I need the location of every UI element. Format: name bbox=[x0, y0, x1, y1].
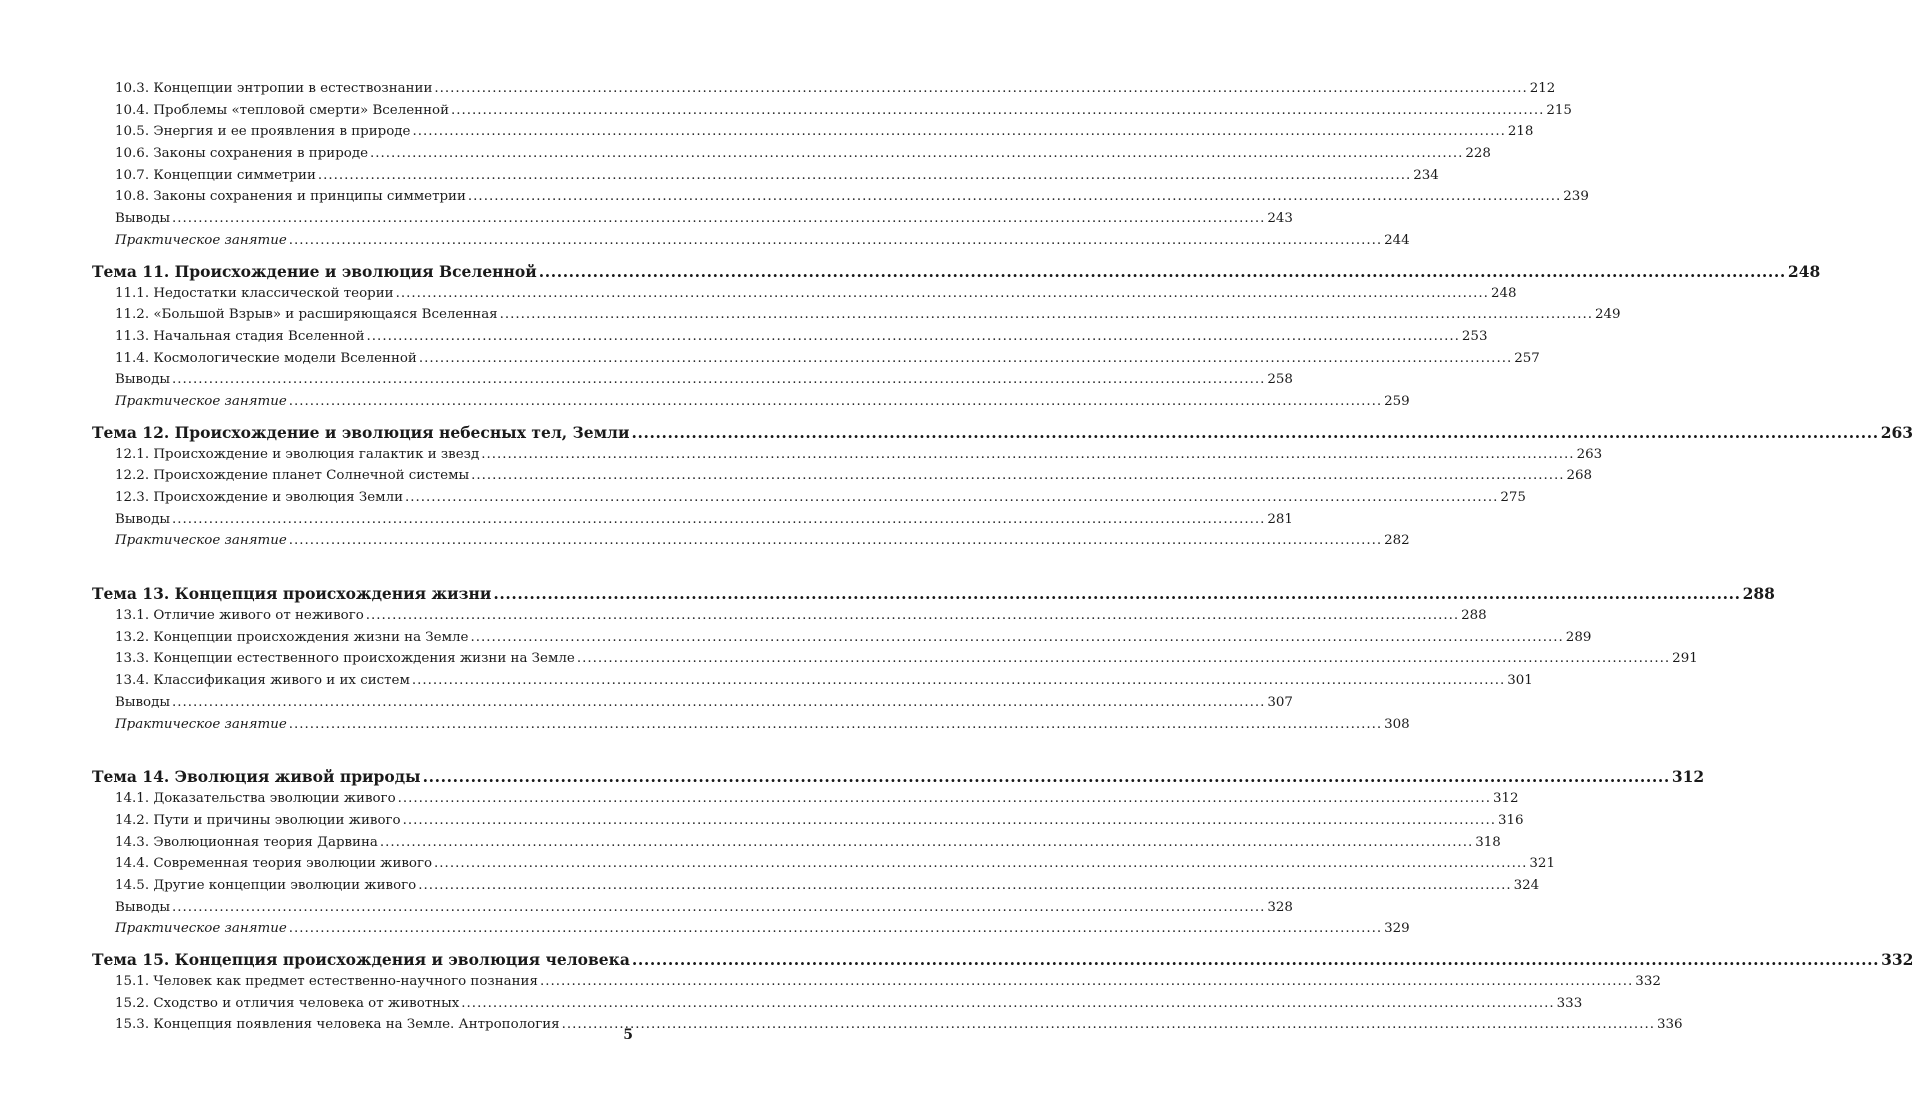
page-number: 5 bbox=[623, 1027, 633, 1043]
toc-entry[interactable] bbox=[92, 283, 1517, 305]
toc-entry-page: 268 bbox=[1566, 468, 1593, 484]
toc-entry-title: Выводы bbox=[115, 511, 171, 527]
toc-entry-title: 11.4. Космологические модели Вселенной bbox=[115, 350, 417, 366]
toc-entry[interactable] bbox=[92, 670, 1533, 692]
toc-leader-dots bbox=[366, 605, 1459, 627]
toc-entry-page: 218 bbox=[1507, 124, 1534, 140]
toc-leader-dots bbox=[289, 714, 1382, 736]
toc-entry-title: 15.2. Сходство и отличия человека от животных bbox=[115, 995, 460, 1011]
toc-entry[interactable] bbox=[92, 121, 1534, 143]
toc-entry-title: Тема 13. Концепция происхождения жизни bbox=[92, 584, 492, 604]
toc-leader-dots bbox=[289, 391, 1382, 413]
toc-leader-dots bbox=[451, 100, 1544, 122]
toc-entry-page: 332 bbox=[1635, 974, 1661, 989]
toc-entry-title: 10.3. Концепции энтропии в естествознании bbox=[115, 81, 433, 96]
toc-entry-page: 316 bbox=[1497, 812, 1524, 828]
section-gap bbox=[92, 552, 634, 574]
toc-entry-title: 15.3. Концепция появления человека на Земле. Антропология bbox=[115, 1017, 560, 1033]
toc-leader-dots bbox=[481, 444, 1574, 466]
toc-leader-dots bbox=[500, 304, 1593, 326]
toc-entry-page: 312 bbox=[1493, 791, 1519, 807]
toc-entry-page: 333 bbox=[1556, 995, 1583, 1011]
toc-leader-dots bbox=[405, 487, 1498, 509]
toc-entry-page: 288 bbox=[1461, 608, 1487, 624]
toc-entry[interactable] bbox=[92, 692, 1293, 714]
toc-entry[interactable] bbox=[92, 832, 1501, 854]
toc-topic-entry[interactable] bbox=[92, 949, 1913, 971]
toc-leader-dots bbox=[403, 810, 1496, 832]
toc-entry-title: 13.3. Концепции естественного происхождения жизни на Земле bbox=[115, 651, 575, 667]
toc-leader-dots bbox=[318, 165, 1411, 187]
toc-entry-title: 12.2. Происхождение планет Солнечной системы bbox=[115, 468, 470, 484]
toc-entry-page: 275 bbox=[1500, 490, 1526, 505]
toc-leader-dots bbox=[631, 422, 1878, 444]
toc-entry-title: Выводы bbox=[115, 211, 171, 227]
toc-entry-page: 307 bbox=[1267, 694, 1293, 710]
toc-entry-page: 301 bbox=[1507, 673, 1533, 689]
toc-entry-page: 253 bbox=[1461, 328, 1488, 344]
toc-leader-dots bbox=[367, 326, 1460, 348]
toc-entry-title: Тема 14. Эволюция живой природы bbox=[92, 767, 421, 787]
toc-entry-title: 10.8. Законы сохранения и принципы симметрии bbox=[115, 189, 466, 205]
toc-entry[interactable] bbox=[92, 714, 1410, 736]
toc-entry[interactable] bbox=[92, 993, 1583, 1015]
toc-leader-dots bbox=[289, 918, 1382, 940]
toc-entry[interactable] bbox=[92, 605, 1487, 627]
toc-entry-page: 249 bbox=[1594, 307, 1621, 323]
toc-entry-page: 308 bbox=[1384, 716, 1410, 732]
toc-leader-dots bbox=[434, 78, 1527, 100]
toc-leader-dots bbox=[418, 875, 1511, 897]
toc-entry-title: Тема 12. Происхождение и эволюция небесных тел, Земли bbox=[92, 422, 630, 442]
toc-entry-title: Практическое занятие bbox=[115, 921, 287, 937]
toc-entry-page: 281 bbox=[1267, 511, 1293, 527]
table-of-contents bbox=[92, 78, 1913, 1036]
toc-entry[interactable] bbox=[92, 391, 1410, 413]
toc-topic-entry[interactable] bbox=[92, 583, 1775, 605]
toc-entry-page: 291 bbox=[1672, 651, 1698, 667]
toc-entry[interactable] bbox=[92, 230, 1410, 252]
toc-leader-dots bbox=[539, 261, 1786, 283]
toc-leader-dots bbox=[471, 465, 1564, 487]
toc-entry-page: 282 bbox=[1384, 533, 1410, 549]
toc-entry-title: Практическое занятие bbox=[115, 232, 287, 248]
toc-leader-dots bbox=[172, 509, 1265, 531]
toc-entry-title: Практическое занятие bbox=[115, 533, 287, 549]
toc-entry[interactable] bbox=[92, 810, 1524, 832]
toc-entry[interactable] bbox=[92, 208, 1293, 230]
toc-entry-title: Выводы bbox=[115, 899, 171, 915]
toc-leader-dots bbox=[172, 208, 1265, 230]
toc-entry-title: Тема 15. Концепция происхождения и эволюция человека bbox=[92, 950, 630, 969]
toc-entry-page: 288 bbox=[1742, 584, 1775, 604]
toc-leader-dots bbox=[468, 186, 1561, 208]
toc-leader-dots bbox=[396, 283, 1489, 305]
toc-leader-dots bbox=[470, 627, 1563, 649]
toc-entry[interactable] bbox=[92, 1014, 1683, 1036]
toc-entry-title: 12.1. Происхождение и эволюция галактик и звезд bbox=[115, 446, 480, 462]
toc-leader-dots bbox=[419, 348, 1512, 370]
toc-entry[interactable] bbox=[92, 509, 1293, 531]
toc-leader-dots bbox=[398, 788, 1491, 810]
toc-entry-page: 328 bbox=[1267, 899, 1293, 915]
toc-leader-dots bbox=[412, 121, 1505, 143]
toc-leader-dots bbox=[172, 369, 1265, 391]
toc-entry[interactable] bbox=[92, 648, 1698, 670]
toc-entry[interactable] bbox=[92, 788, 1519, 810]
toc-entry-page: 212 bbox=[1529, 81, 1556, 96]
toc-leader-dots bbox=[562, 1014, 1655, 1036]
toc-topic-entry[interactable] bbox=[92, 422, 1913, 444]
toc-entry[interactable] bbox=[92, 971, 1661, 993]
toc-leader-dots bbox=[493, 583, 1740, 605]
toc-entry-page: 228 bbox=[1465, 146, 1491, 162]
toc-entry[interactable] bbox=[92, 853, 1555, 875]
toc-entry-title: 14.3. Эволюционная теория Дарвина bbox=[115, 834, 378, 850]
toc-leader-dots bbox=[370, 143, 1463, 165]
toc-entry[interactable] bbox=[92, 348, 1540, 370]
toc-entry[interactable] bbox=[92, 465, 1593, 487]
toc-leader-dots bbox=[577, 648, 1670, 670]
toc-entry-page: 263 bbox=[1576, 446, 1603, 462]
toc-leader-dots bbox=[423, 766, 1670, 788]
section-gap bbox=[92, 735, 634, 757]
toc-entry[interactable] bbox=[92, 444, 1603, 466]
toc-entry-page: 312 bbox=[1671, 767, 1705, 787]
toc-entry-page: 248 bbox=[1490, 285, 1517, 301]
toc-entry-title: 10.5. Энергия и ее проявления в природе bbox=[115, 124, 411, 140]
toc-leader-dots bbox=[289, 230, 1382, 252]
toc-entry-title: 11.2. «Большой Взрыв» и расширяющаяся Вселенная bbox=[115, 307, 498, 323]
toc-entry-page: 332 bbox=[1881, 950, 1913, 969]
toc-entry-title: 13.1. Отличие живого от неживого bbox=[115, 608, 364, 624]
toc-entry[interactable] bbox=[92, 326, 1488, 348]
toc-entry[interactable] bbox=[92, 530, 1410, 552]
toc-entry[interactable] bbox=[92, 165, 1439, 187]
toc-leader-dots bbox=[540, 971, 1633, 993]
toc-entry-page: 248 bbox=[1787, 261, 1821, 281]
toc-entry-title: 11.3. Начальная стадия Вселенной bbox=[115, 328, 365, 344]
toc-entry[interactable] bbox=[92, 78, 1556, 100]
toc-entry-title: Практическое занятие bbox=[115, 393, 287, 409]
toc-entry-title: 14.5. Другие концепции эволюции живого bbox=[115, 877, 417, 893]
toc-entry-title: 13.2. Концепции происхождения жизни на Земле bbox=[115, 629, 469, 645]
toc-entry-title: 10.7. Концепции симметрии bbox=[115, 167, 316, 183]
toc-entry-page: 324 bbox=[1513, 877, 1540, 893]
toc-entry-page: 257 bbox=[1514, 350, 1540, 366]
toc-entry-page: 258 bbox=[1267, 372, 1293, 388]
toc-entry-page: 329 bbox=[1384, 921, 1410, 937]
toc-entry-title: 12.3. Происхождение и эволюция Земли bbox=[115, 490, 403, 505]
toc-entry-page: 244 bbox=[1384, 232, 1410, 248]
toc-leader-dots bbox=[461, 993, 1554, 1015]
toc-entry-page: 318 bbox=[1475, 834, 1501, 850]
toc-entry-title: Тема 11. Происхождение и эволюция Вселенной bbox=[92, 261, 537, 281]
toc-entry-page: 259 bbox=[1384, 393, 1410, 409]
toc-entry[interactable] bbox=[92, 897, 1293, 919]
toc-topic-entry[interactable] bbox=[92, 261, 1821, 283]
toc-leader-dots bbox=[632, 949, 1879, 971]
toc-leader-dots bbox=[172, 897, 1265, 919]
toc-entry-page: 234 bbox=[1413, 167, 1439, 183]
toc-entry[interactable] bbox=[92, 487, 1526, 509]
toc-entry-page: 239 bbox=[1563, 189, 1589, 205]
toc-leader-dots bbox=[380, 832, 1473, 854]
toc-entry-title: Выводы bbox=[115, 372, 171, 388]
toc-entry-title: 14.4. Современная теория эволюции живого bbox=[115, 856, 433, 872]
toc-topic-entry[interactable] bbox=[92, 766, 1705, 788]
toc-entry-page: 243 bbox=[1267, 211, 1293, 227]
toc-entry[interactable] bbox=[92, 186, 1589, 208]
toc-entry[interactable] bbox=[92, 918, 1410, 940]
toc-entry[interactable] bbox=[92, 100, 1572, 122]
toc-entry[interactable] bbox=[92, 875, 1540, 897]
toc-entry[interactable] bbox=[92, 143, 1491, 165]
toc-entry[interactable] bbox=[92, 369, 1293, 391]
toc-entry-title: 15.1. Человек как предмет естественно-научного познания bbox=[115, 974, 538, 989]
toc-entry-page: 336 bbox=[1656, 1017, 1683, 1033]
toc-entry-title: 13.4. Классификация живого и их систем bbox=[115, 673, 410, 689]
toc-leader-dots bbox=[434, 853, 1527, 875]
toc-entry[interactable] bbox=[92, 627, 1592, 649]
toc-entry-title: 14.1. Доказательства эволюции живого bbox=[115, 791, 396, 807]
toc-entry-title: 10.4. Проблемы «тепловой смерти» Вселенной bbox=[115, 102, 449, 118]
toc-entry-page: 215 bbox=[1546, 102, 1572, 118]
toc-entry-page: 289 bbox=[1565, 629, 1592, 645]
toc-entry-title: Выводы bbox=[115, 694, 171, 710]
toc-leader-dots bbox=[172, 692, 1265, 714]
toc-entry-title: 11.1. Недостатки классической теории bbox=[115, 285, 394, 301]
toc-leader-dots bbox=[289, 530, 1382, 552]
toc-entry-page: 321 bbox=[1529, 856, 1555, 872]
toc-entry-title: 14.2. Пути и причины эволюции живого bbox=[115, 812, 401, 828]
toc-entry-title: Практическое занятие bbox=[115, 716, 287, 732]
toc-leader-dots bbox=[412, 670, 1505, 692]
toc-entry[interactable] bbox=[92, 304, 1621, 326]
toc-entry-title: 10.6. Законы сохранения в природе bbox=[115, 146, 369, 162]
toc-entry-page: 263 bbox=[1880, 422, 1913, 442]
